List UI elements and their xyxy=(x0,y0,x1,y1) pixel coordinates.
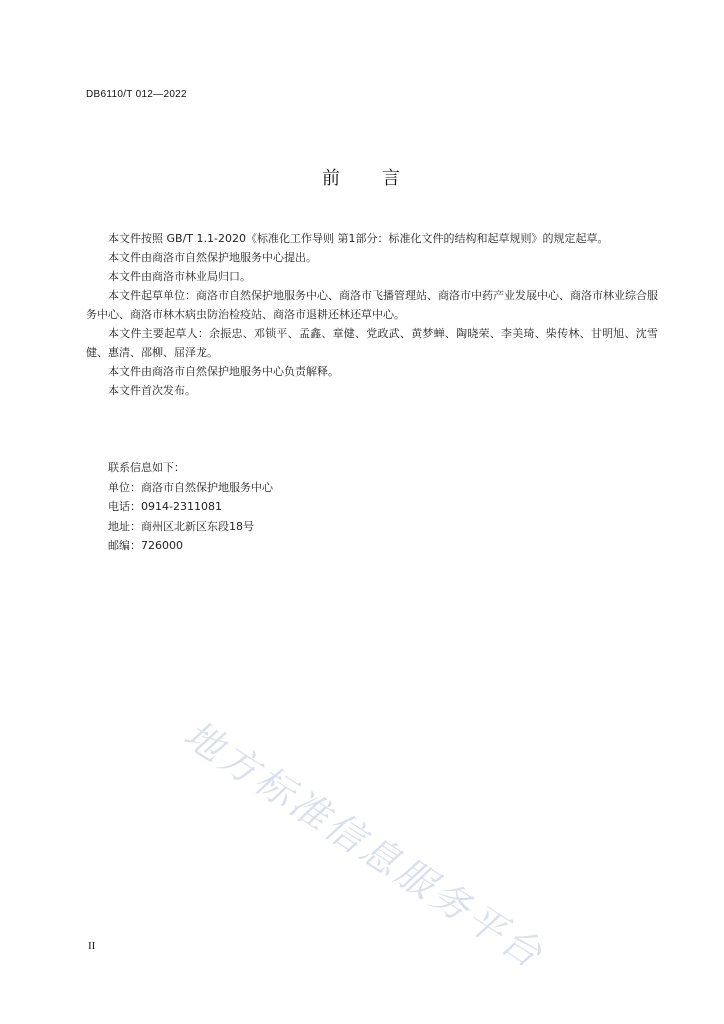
document-code: DB6110/T 012—2022 xyxy=(86,89,187,100)
paragraph-first-release: 本文件首次发布。 xyxy=(108,384,196,397)
contact-postcode: 邮编：726000 xyxy=(108,539,183,553)
watermark: 地方标准信息服务平台 xyxy=(176,711,553,978)
paragraph-drafting-units: 本文件起草单位：商洛市自然保护地服务中心、商洛市飞播管理站、商洛市中药产业发展中心、商洛市林业综合服务中心、商洛市林木病虫防治检疫站、商洛市退耕还林还草中心。 xyxy=(86,289,658,321)
contact-unit: 单位：商洛市自然保护地服务中心 xyxy=(108,480,273,494)
foreword-body xyxy=(86,229,658,400)
contact-address: 地址：商州区北新区东段18号 xyxy=(108,519,254,533)
page-title xyxy=(0,164,724,190)
page-title-char-2: 言 xyxy=(382,168,402,189)
contact-phone: 电话：0914-2311081 xyxy=(108,500,222,514)
page-title-char-1: 前 xyxy=(322,168,342,189)
paragraph-standard-basis: 本文件按照 GB/T 1.1-2020《标准化工作导则 第1部分：标准化文件的结构和起草规则》的规定起草。 xyxy=(108,232,609,245)
paragraph-drafters: 本文件主要起草人：余振忠、邓锁平、孟鑫、章健、党政武、黄梦蝉、陶晓荣、李美琦、柴传林、甘明旭、沈雪健、惠清、邵柳、屈泽龙。 xyxy=(86,327,658,359)
page-number: II xyxy=(88,940,96,952)
paragraph-interpretation: 本文件由商洛市自然保护地服务中心负责解释。 xyxy=(108,365,339,378)
contact-heading: 联系信息如下： xyxy=(108,461,185,474)
contact-info xyxy=(108,458,273,556)
paragraph-proposer: 本文件由商洛市自然保护地服务中心提出。 xyxy=(108,251,317,264)
paragraph-administrator: 本文件由商洛市林业局归口。 xyxy=(108,270,251,283)
